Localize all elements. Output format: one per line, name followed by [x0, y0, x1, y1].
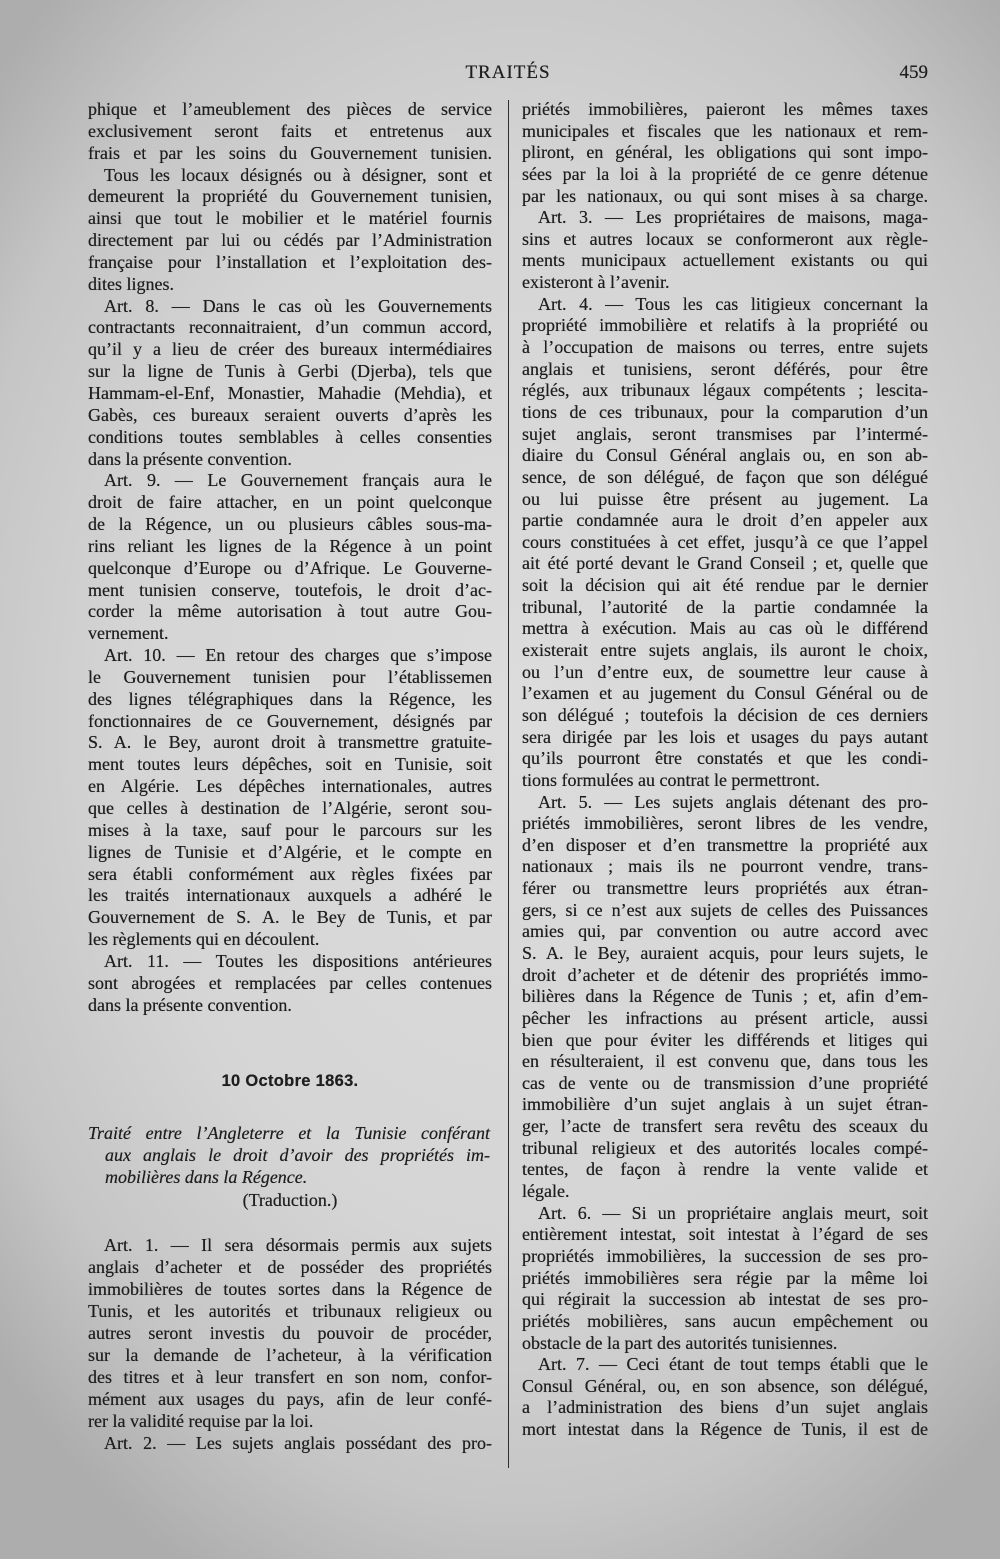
translation-note: (Traduction.): [242, 1190, 338, 1210]
text-line: sur la demande de l’acheteur, à la vérification: [88, 1345, 492, 1365]
text-line: Consul Général, ou, en son absence, son délégué,: [522, 1375, 928, 1396]
text-line: Tunis, et les autorités et tribunaux religieux ou: [88, 1301, 492, 1321]
text-line: Art. 8. — Dans le cas où les Gouvernements: [104, 295, 492, 316]
text-line: de la Régence, un ou plusieurs câbles sous-ma-: [88, 514, 492, 535]
text-line: mobilières dans la Régence.: [105, 1167, 308, 1187]
paragraph-art-11: [88, 951, 492, 1017]
text-line: propriété immobilière et relatifs à la propriété ou: [522, 315, 928, 336]
paragraph-art-5: [522, 792, 928, 1203]
text-line: droit de faire attacher, en un point quelconque: [88, 492, 492, 513]
paragraph-continued: [88, 99, 492, 165]
text-line: corder la même autorisation à tout autre Gou-: [88, 601, 492, 622]
text-line: d’en disposer et d’en transmettre la propriété aux: [522, 834, 928, 855]
text-line: sera dirigée par les lois et usages du pays autant: [522, 726, 928, 747]
paragraph-art-2: [88, 1432, 492, 1454]
text-line: tions formulées au contrat le permettront.: [522, 769, 820, 790]
text-line: sur la ligne de Tunis à Gerbi (Djerba), tels que: [88, 361, 492, 382]
text-line: dans la présente convention.: [88, 448, 292, 469]
text-line: légale.: [522, 1181, 570, 1202]
text-line: Art. 2. — Les sujets anglais possédant des pro-: [104, 1433, 492, 1453]
paragraph-art-6: [522, 1203, 928, 1354]
text-line: S. A. le Bey, auront droit à transmettre gratuite-: [88, 732, 492, 753]
text-line: immobilière d’un sujet anglais à un sujet étran-: [522, 1094, 928, 1115]
page-number: 459: [899, 62, 928, 83]
text-line: rer la validité requise par la loi.: [88, 1411, 314, 1431]
text-line: cas de vente ou de transmission d’une propriété: [522, 1072, 928, 1093]
text-line: dans la présente convention.: [88, 994, 292, 1015]
text-line: mises à la taxe, sauf pour le parcours sur les: [88, 819, 492, 840]
text-line: sera établi conformément aux règles fixées par: [88, 863, 492, 884]
treaty-title: [88, 1122, 490, 1188]
text-line: pêcher les infractions au présent article, aussi: [522, 1007, 928, 1028]
paragraph-art-2-continued: [522, 99, 928, 207]
text-line: immobilières de toutes sortes dans la Régence de: [88, 1279, 492, 1299]
text-line: conditions toutes semblables à celles consenties: [88, 426, 492, 447]
text-line: que celles à destination de l’Algérie, seront sou-: [88, 798, 492, 818]
left-column-previous-convention: [88, 99, 492, 1016]
paragraph-premises: [88, 165, 492, 296]
paragraph-art-4: [522, 294, 928, 792]
text-line: pliront, en général, les obligations qui sont impo-: [522, 142, 928, 163]
text-line: gers, si ce n’est aux sujets de celles des Puissances: [522, 899, 928, 920]
text-line: sées par la loi à la propriété de ce genre détenue: [522, 163, 928, 184]
text-line: Art. 11. — Toutes les dispositions antérieures: [104, 950, 492, 971]
text-line: qu’ils pourront être constatés et que les condi-: [522, 748, 928, 769]
text-line: les traités internationaux auxquels a adhéré le: [88, 885, 492, 906]
text-line: propriétés immobilières, la succession de ses pro-: [522, 1245, 928, 1266]
text-line: priétés immobilières sera régie par la même loi: [522, 1267, 928, 1288]
paragraph-art-8: [88, 296, 492, 471]
text-line: ger, l’acte de transfert sera revêtu des sceaux du: [522, 1116, 928, 1137]
text-line: Art. 6. — Si un propriétaire anglais meurt, soit: [538, 1202, 928, 1223]
text-line: ment toutes leurs dépêches, soit en Tunisie, soit: [88, 754, 492, 775]
text-line: en résulteraient, il est convenu que, dans tous les: [522, 1051, 928, 1072]
paragraph-art-9: [88, 470, 492, 645]
text-line: mettra à exécution. Mais au cas où le différend: [522, 618, 928, 639]
text-line: Art. 10. — En retour des charges que s’impose: [104, 645, 492, 666]
text-line: ait été porté devant le Grand Conseil ; et, quelle que: [522, 553, 928, 574]
text-line: phique et l’ameublement des pièces de service: [88, 99, 492, 119]
text-line: l’examen et au jugement du Consul Général ou de: [522, 683, 928, 704]
text-line: autres seront investis du pouvoir de procéder,: [88, 1323, 492, 1343]
text-line: priétés mobilières, sans aucun empêchement ou: [522, 1310, 928, 1331]
text-line: directement par lui ou cédés par l’Administration: [88, 230, 492, 251]
text-line: anglais et tunisiens, seront déférés, pour être: [522, 358, 928, 379]
text-line: contractants reconnaitraient, d’un commun accord,: [88, 317, 492, 338]
text-line: soit la décision qui ait été rendue par le dernier: [522, 575, 928, 596]
text-line: quelconque d’Europe ou d’Afrique. Le Gouverne-: [88, 557, 492, 578]
text-line: des lignes télégraphiques dans la Régence, les: [88, 688, 492, 709]
text-line: aux anglais le droit d’avoir des propriétés im-: [105, 1145, 490, 1165]
text-line: ainsi que tout le mobilier et le matériel fournis: [88, 208, 492, 229]
column-divider: [508, 100, 509, 1468]
text-line: amies qui, par convention ou autre accord avec: [522, 921, 928, 942]
text-line: droit d’acheter et de détenir des propriétés immo-: [522, 964, 928, 985]
text-line: mément aux usages du pays, afin de leur confé-: [88, 1389, 492, 1409]
text-line: Art. 9. — Le Gouvernement français aura le: [104, 470, 492, 491]
text-line: Tous les locaux désignés ou à désigner, sont et: [104, 164, 492, 185]
text-line: Art. 3. — Les propriétaires de maisons, maga-: [538, 207, 928, 228]
text-line: cours constituées à cet effet, jusqu’à ce que l’appel: [522, 531, 928, 552]
text-line: les règlements qui en découlent.: [88, 929, 320, 950]
text-line: sujet anglais, seront transmises par l’intermé-: [522, 423, 928, 444]
text-line: Traité entre l’Angleterre et la Tunisie conférant: [88, 1123, 490, 1143]
text-line: priétés immobilières, seront libres de les vendre,: [522, 813, 928, 834]
text-line: frais et par les soins du Gouvernement tunisien.: [88, 142, 492, 163]
text-line: par les nationaux, ou qui sont mises à sa charge.: [522, 185, 928, 206]
text-line: ments municipaux actuellement existants ou qui: [522, 250, 928, 271]
text-line: dites lignes.: [88, 273, 174, 294]
text-line: mort intestat dans la Régence de Tunis, il est de: [522, 1419, 928, 1440]
text-line: rins reliant les lignes de la Régence à un point: [88, 535, 492, 556]
text-line: existeront à l’avenir.: [522, 272, 670, 293]
text-line: à l’occupation de maisons ou terres, entre sujets: [522, 337, 928, 358]
text-line: Art. 4. — Tous les cas litigieux concernant la: [538, 293, 928, 314]
text-line: des titres et à leur transfert en son nom, confor-: [88, 1367, 492, 1387]
text-line: ou l’un d’entre eux, de soumettre leur cause à: [522, 661, 928, 682]
text-line: son délégué ; toutefois la décision de ces derniers: [522, 704, 928, 725]
text-line: Gouvernement de S. A. le Bey de Tunis, et par: [88, 907, 492, 928]
text-line: S. A. le Bey, auraient acquis, pour leurs sujets, le: [522, 942, 928, 963]
paragraph-art-3: [522, 207, 928, 294]
text-line: Art. 5. — Les sujets anglais détenant des pro-: [538, 791, 928, 812]
left-column-treaty-articles: [88, 1234, 492, 1454]
text-line: ment tunisien conserve, toutefois, le droit d’ac-: [88, 579, 492, 600]
paragraph-art-10: [88, 645, 492, 951]
text-line: entièrement intestat, soit intestat à l’égard de ses: [522, 1224, 928, 1245]
text-line: Gabès, ces bureaux seraient ouverts d’après les: [88, 404, 492, 425]
text-line: vernement.: [88, 623, 169, 644]
text-line: sence, de son délégué, de façon que son délégué: [522, 466, 928, 487]
text-line: partie condamnée aura le droit d’en appeler aux: [522, 510, 928, 531]
text-line: municipales et fiscales que les nationaux et rem-: [522, 120, 928, 141]
treaty-date-heading: 10 Octobre 1863.: [221, 1072, 359, 1090]
text-line: réglés, aux tribunaux légaux compétents ; lescita-: [522, 380, 928, 401]
running-title: TRAITÉS: [465, 62, 551, 83]
text-line: bien que pour éviter les différends et litiges qui: [522, 1029, 928, 1050]
text-line: tribunal, l’autorité de la partie condamnée la: [522, 596, 928, 617]
text-line: le Gouvernement tunisien pour l’établissemen: [88, 666, 492, 687]
paragraph-art-7: [522, 1354, 928, 1441]
text-line: ou lui puisse être présent au jugement. La: [522, 488, 928, 509]
text-line: exclusivement seront faits et entretenus aux: [88, 120, 492, 141]
text-line: lignes de Tunisie et d’Algérie, et le compte en: [88, 841, 492, 862]
text-line: demeurent la propriété du Gouvernement tunisien,: [88, 186, 492, 207]
text-line: férer ou transmettre leurs propriétés aux étran-: [522, 878, 928, 899]
text-line: a l’administration des biens d’un sujet anglais: [522, 1397, 928, 1418]
text-line: qui régirait la succession ab intestat de ses pro-: [522, 1289, 928, 1310]
text-line: diaire du Consul Général anglais ou, en son ab-: [522, 445, 928, 466]
text-line: française pour l’installation et l’exploitation des-: [88, 251, 492, 272]
text-line: priétés immobilières, paieront les mêmes taxes: [522, 99, 928, 119]
text-line: nationaux ; mais ils ne pourront vendre, trans-: [522, 856, 928, 877]
text-line: tions de ces tribunaux, pour la comparution d’un: [522, 401, 928, 422]
text-line: Art. 7. — Ceci étant de tout temps établi que le: [538, 1354, 928, 1375]
text-line: existerait entre sujets anglais, ils auront le choix,: [522, 640, 928, 661]
text-line: tribunal religieux et des autorités locales compé-: [522, 1137, 928, 1158]
paragraph-art-1: [88, 1234, 492, 1432]
text-line: sont abrogées et remplacées par celles contenues: [88, 972, 492, 993]
text-line: Art. 1. — Il sera désormais permis aux sujets: [104, 1235, 492, 1255]
text-line: qu’il y a lieu de créer des bureaux intermédiaires: [88, 339, 492, 360]
right-column-treaty-articles: [522, 99, 928, 1441]
text-line: anglais d’acheter et de posséder des propriétés: [88, 1257, 492, 1277]
text-line: sins et autres locaux se conformeront aux règle-: [522, 228, 928, 249]
text-line: tentes, de façon à rendre la vente valide et: [522, 1159, 928, 1180]
text-line: en Algérie. Les dépêches internationales, autres: [88, 776, 492, 797]
text-line: fonctionnaires de ce Gouvernement, désignés par: [88, 710, 492, 731]
text-line: Hammam-el-Enf, Monastier, Mahadie (Mehdia), et: [88, 382, 492, 403]
text-line: bilières dans la Régence de Tunis ; et, afin d’em-: [522, 986, 928, 1007]
text-line: obstacle de la part des autorités tunisiennes.: [522, 1332, 838, 1353]
